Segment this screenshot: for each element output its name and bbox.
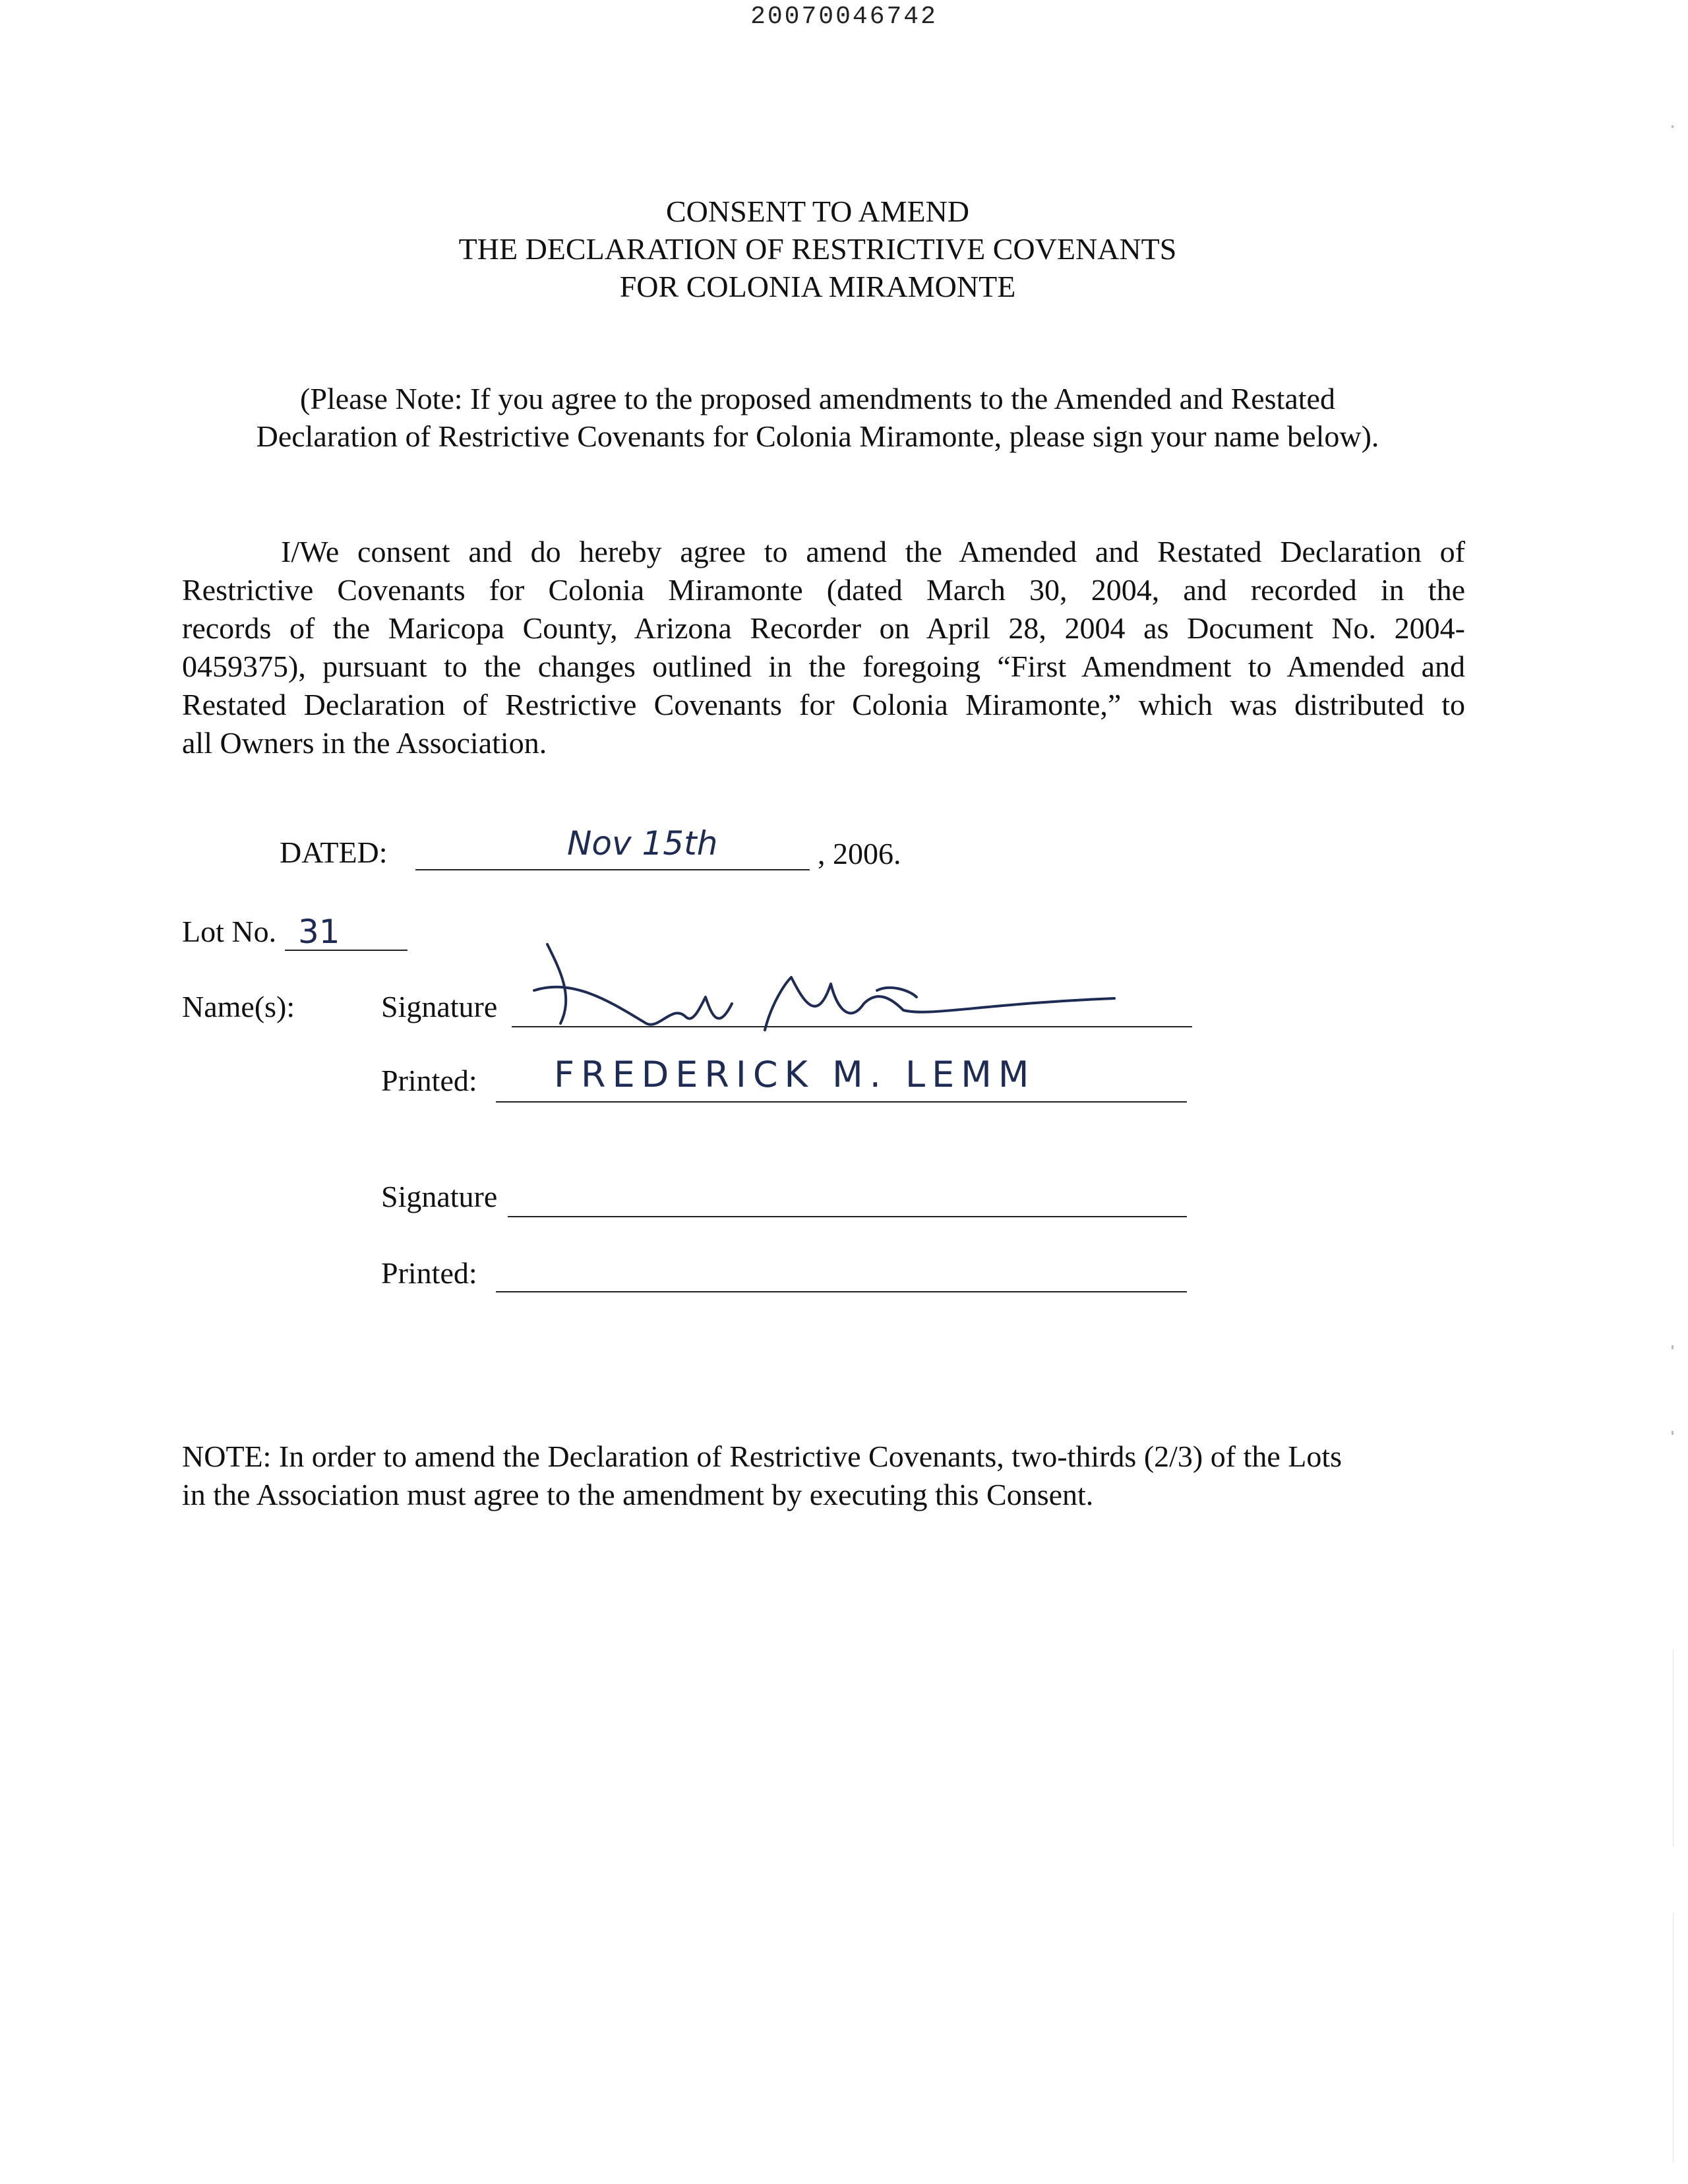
printed-line-1 <box>496 1101 1187 1103</box>
consent-line-5: Restated Declaration of Restrictive Covenants for Colonia Miramonte,” which was distributed to <box>182 688 1465 721</box>
consent-line-4: 0459375), pursuant to the changes outlined in the foregoing “First Amendment to Amended and <box>182 650 1465 683</box>
consent-line-6: all Owners in the Association. <box>182 726 547 760</box>
document-title <box>0 193 1635 305</box>
lot-handwritten-value: 31 <box>298 913 340 951</box>
please-note-line-2: Declaration of Restrictive Covenants for Colonia Miramonte, please sign your name below). <box>256 419 1379 453</box>
scan-mark <box>1672 1431 1673 1435</box>
printed-label-1: Printed: <box>381 1064 477 1097</box>
scan-mark <box>1672 125 1673 128</box>
names-label: Name(s): <box>182 990 295 1023</box>
handwritten-signature <box>521 931 1154 1063</box>
title-line-1: CONSENT TO AMEND <box>665 195 970 228</box>
dated-line <box>415 869 810 870</box>
document-number: 20070046742 <box>750 3 938 31</box>
consent-line-3: records of the Maricopa County, Arizona Recorder on April 28, 2004 as Document No. 2004- <box>182 611 1465 645</box>
consent-line-1: I/We consent and do hereby agree to amend the Amended and Restated Declaration of <box>281 535 1465 568</box>
title-line-3: FOR COLONIA MIRAMONTE <box>619 270 1016 303</box>
scan-mark <box>1672 1345 1673 1349</box>
printed-label-2: Printed: <box>381 1256 477 1290</box>
consent-paragraph <box>182 533 1465 762</box>
consent-line-2: Restrictive Covenants for Colonia Miramonte (dated March 30, 2004, and recorded in the <box>182 573 1465 607</box>
signature-label-1: Signature <box>381 990 498 1023</box>
printed-line-2 <box>496 1291 1187 1292</box>
lot-label: Lot No. <box>182 915 277 948</box>
title-line-2: THE DECLARATION OF RESTRICTIVE COVENANTS <box>458 232 1177 266</box>
please-note-line-1: (Please Note: If you agree to the proposed amendments to the Amended and Restated <box>300 382 1335 415</box>
final-note-line-1: NOTE: In order to amend the Declaration of Restrictive Covenants, two-thirds (2/3) of the Lots <box>182 1440 1342 1473</box>
final-note-line-2: in the Association must agree to the amendment by executing this Consent. <box>182 1478 1094 1511</box>
dated-label: DATED: <box>280 835 388 869</box>
signature-line-2 <box>508 1216 1187 1217</box>
final-note <box>182 1438 1468 1514</box>
dated-year: , 2006. <box>818 837 901 870</box>
please-note <box>0 380 1635 455</box>
signature-label-2: Signature <box>381 1180 498 1213</box>
printed-handwritten-name: FREDERICK M. LEMM <box>554 1054 1036 1095</box>
dated-handwritten-value: Nov 15th <box>567 824 718 863</box>
